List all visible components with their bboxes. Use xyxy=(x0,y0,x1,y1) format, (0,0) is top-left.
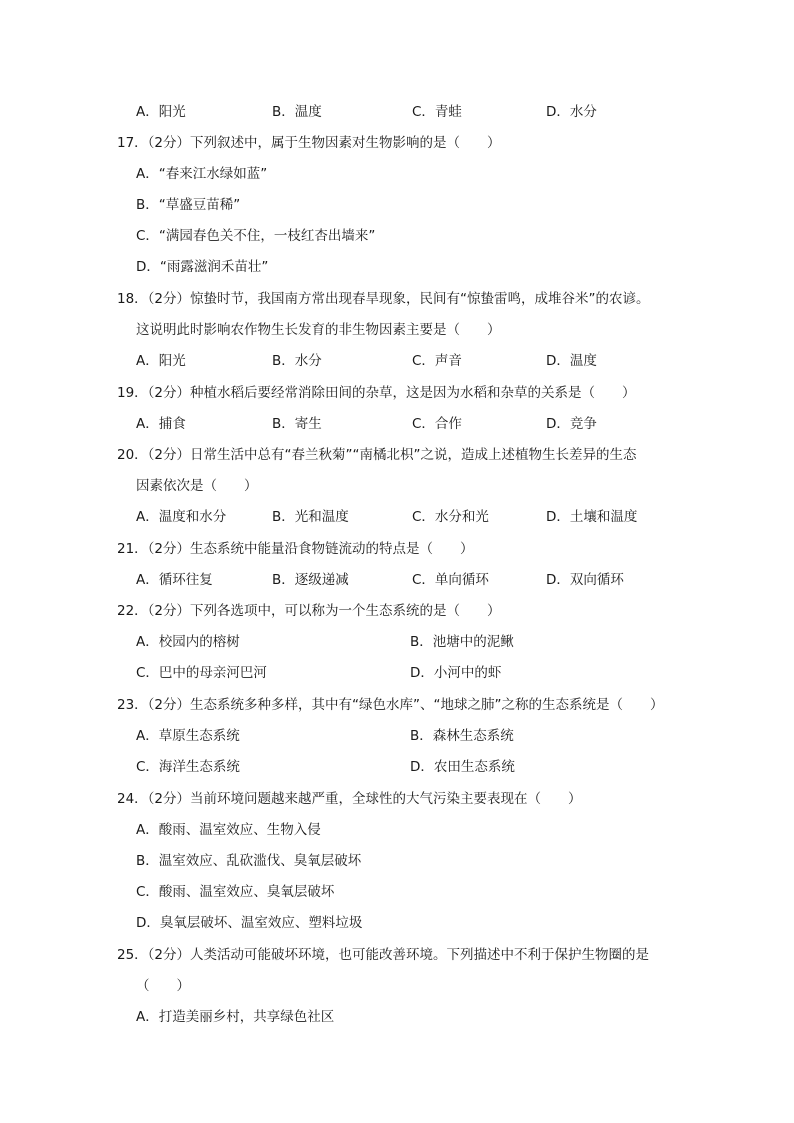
q16-option-d[interactable]: D．水分 xyxy=(546,104,597,120)
q23-option-b[interactable]: B．森林生态系统 xyxy=(410,728,514,744)
q19-option-c[interactable]: C．合作 xyxy=(412,416,462,432)
q23-options-row2 xyxy=(136,758,696,776)
q22-option-c[interactable]: C．巴中的母亲河巴河 xyxy=(136,665,267,681)
q19-options xyxy=(136,415,696,433)
q18-option-d[interactable]: D．温度 xyxy=(546,353,597,369)
q18-option-c[interactable]: C．声音 xyxy=(412,353,462,369)
q19-option-d[interactable]: D．竞争 xyxy=(546,416,597,432)
q23-stem: 23．（2分）生态系统多种多样，其中有“绿色水库”、“地球之肺”之称的生态系统是（ ） xyxy=(117,697,664,713)
q23-option-d[interactable]: D．农田生态系统 xyxy=(410,759,515,775)
q18-option-a[interactable]: A．阳光 xyxy=(136,353,186,369)
q22-option-a[interactable]: A．校园内的榕树 xyxy=(136,634,240,650)
q24-stem: 24．（2分）当前环境问题越来越严重，全球性的大气污染主要表现在（ ） xyxy=(117,791,582,807)
q16-option-a[interactable]: A．阳光 xyxy=(136,104,186,120)
q18-stem-line1: 18．（2分）惊蛰时节，我国南方常出现春旱现象，民间有“惊蛰雷鸣，成堆谷米”的农谚。 xyxy=(117,291,650,307)
q17-option-b[interactable]: B．“草盛豆苗稀” xyxy=(136,197,241,213)
q17-stem: 17．（2分）下列叙述中，属于生物因素对生物影响的是（ ） xyxy=(117,135,501,151)
q22-options-row1 xyxy=(136,633,696,651)
q20-option-a[interactable]: A．温度和水分 xyxy=(136,509,227,525)
q20-stem-line1: 20．（2分）日常生活中总有“春兰秋菊”“南橘北枳”之说，造成上述植物生长差异的生态 xyxy=(117,447,637,463)
q24-option-a[interactable]: A．酸雨、温室效应、生物入侵 xyxy=(136,822,321,838)
q17-option-c[interactable]: C．“满园春色关不住，一枝红杏出墙来” xyxy=(136,228,376,244)
q24-option-d[interactable]: D．臭氧层破坏、温室效应、塑料垃圾 xyxy=(136,915,363,931)
q23-option-a[interactable]: A．草原生态系统 xyxy=(136,728,240,744)
q18-options xyxy=(136,352,696,370)
q20-option-c[interactable]: C．水分和光 xyxy=(412,509,489,525)
q21-option-a[interactable]: A．循环往复 xyxy=(136,572,213,588)
q23-options-row1 xyxy=(136,727,696,745)
q20-options xyxy=(136,508,696,526)
q21-option-d[interactable]: D．双向循环 xyxy=(546,572,624,588)
q25-option-a[interactable]: A．打造美丽乡村，共享绿色社区 xyxy=(136,1009,335,1025)
q16-option-b[interactable]: B．温度 xyxy=(272,104,322,120)
q24-option-b[interactable]: B．温室效应、乱砍滥伐、臭氧层破坏 xyxy=(136,853,362,869)
q17-option-a[interactable]: A．“春来江水绿如蓝” xyxy=(136,166,268,182)
q22-stem: 22．（2分）下列各选项中，可以称为一个生态系统的是（ ） xyxy=(117,603,501,619)
q23-option-c[interactable]: C．海洋生态系统 xyxy=(136,759,240,775)
q25-stem-line1: 25．（2分）人类活动可能破坏环境，也可能改善环境。下列描述中不利于保护生物圈的是 xyxy=(117,947,650,963)
q20-stem-line2: 因素依次是（ ） xyxy=(136,478,258,494)
q19-option-a[interactable]: A．捕食 xyxy=(136,416,186,432)
q18-stem-line2: 这说明此时影响农作物生长发育的非生物因素主要是（ ） xyxy=(136,322,501,338)
q22-options-row2 xyxy=(136,664,696,682)
q25-stem-line2: （ ） xyxy=(136,978,190,994)
q20-option-d[interactable]: D．土壤和温度 xyxy=(546,509,638,525)
q17-option-d[interactable]: D．“雨露滋润禾苗壮” xyxy=(136,259,269,275)
q18-option-b[interactable]: B．水分 xyxy=(272,353,322,369)
q21-option-c[interactable]: C．单向循环 xyxy=(412,572,489,588)
q21-stem: 21．（2分）生态系统中能量沿食物链流动的特点是（ ） xyxy=(117,541,474,557)
q20-option-b[interactable]: B．光和温度 xyxy=(272,509,349,525)
q24-option-c[interactable]: C．酸雨、温室效应、臭氧层破坏 xyxy=(136,884,335,900)
q22-option-b[interactable]: B．池塘中的泥鳅 xyxy=(410,634,514,650)
q21-option-b[interactable]: B．逐级递减 xyxy=(272,572,349,588)
q19-option-b[interactable]: B．寄生 xyxy=(272,416,322,432)
q21-options xyxy=(136,571,696,589)
q22-option-d[interactable]: D．小河中的虾 xyxy=(410,665,502,681)
q16-option-c[interactable]: C．青蛙 xyxy=(412,104,462,120)
q19-stem: 19．（2分）种植水稻后要经常消除田间的杂草，这是因为水稻和杂草的关系是（ ） xyxy=(117,385,636,401)
q16-options xyxy=(136,103,696,121)
